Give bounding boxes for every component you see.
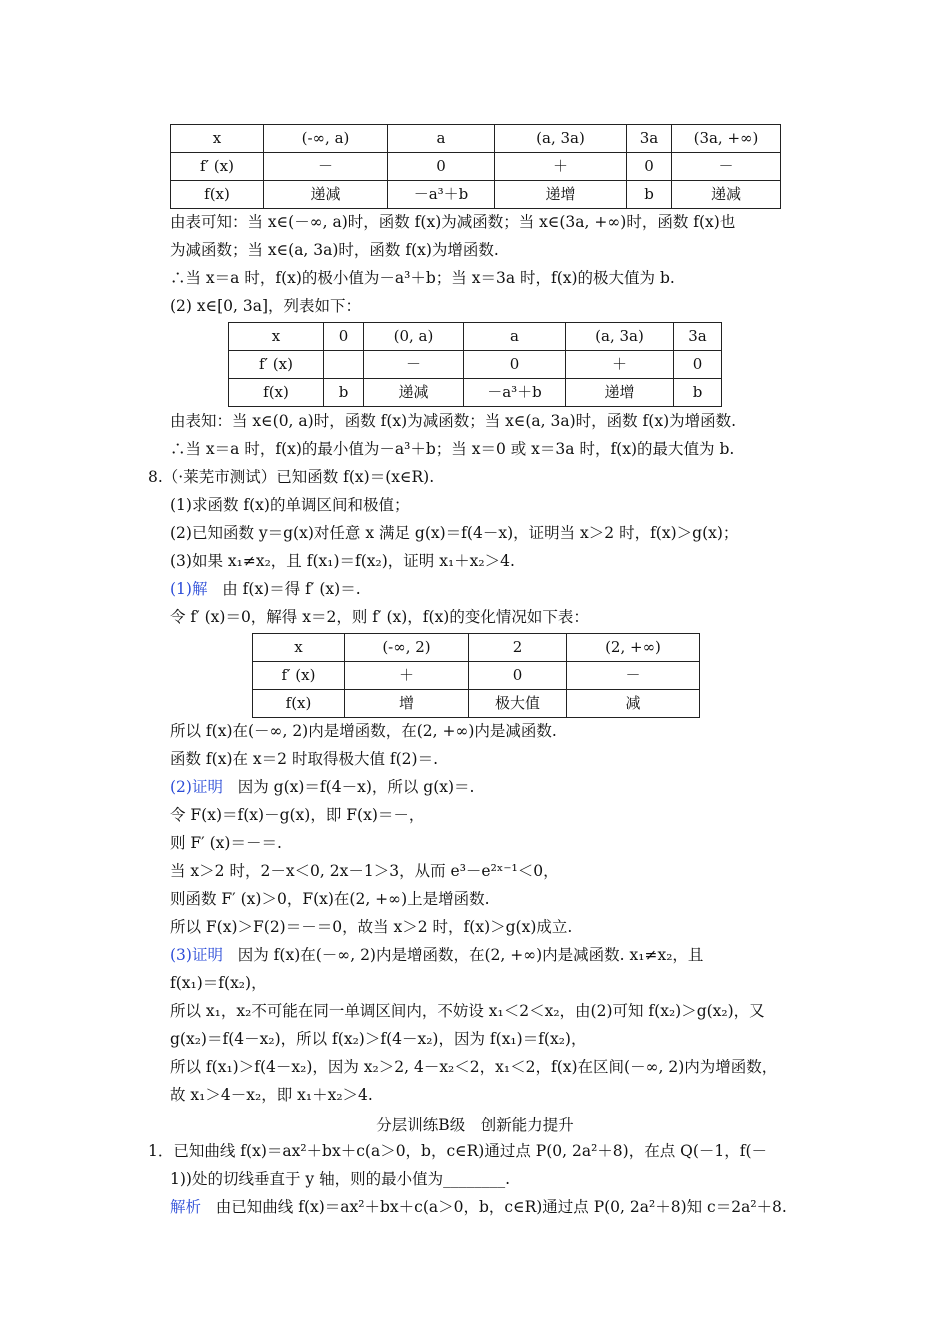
question-part: (2)已知函数 y＝g(x)对任意 x 满足 g(x)＝f(4－x)，证明当 x＞2 时，f(x)＞g(x)； <box>170 524 739 542</box>
table-cell: f′ (x) <box>229 351 324 379</box>
table-row <box>171 125 781 153</box>
table-cell: ＋ <box>495 153 627 181</box>
table-cell: 递减 <box>264 181 388 209</box>
table-variation-3 <box>252 633 700 718</box>
table-cell: (0, a) <box>364 323 464 351</box>
text-line: 所以 f(x)在(－∞, 2)内是增函数，在(2, +∞)内是减函数. <box>170 722 557 740</box>
solution-text: 由 f(x)＝得 f′ (x)＝. <box>222 580 361 598</box>
text-line: 所以 F(x)＞F(2)＝－＝0，故当 x＞2 时，f(x)＞g(x)成立. <box>170 918 573 936</box>
table-cell: (2, +∞) <box>567 634 700 662</box>
table-cell: 3a <box>627 125 672 153</box>
table-cell: x <box>171 125 264 153</box>
table-cell: － <box>264 153 388 181</box>
table-cell: (-∞, 2) <box>345 634 469 662</box>
analysis-text: 由已知曲线 f(x)＝ax²＋bx＋c(a＞0，b，c∈R)通过点 P(0, 2a²＋8)知 c＝2a²＋8. <box>215 1198 787 1216</box>
table-cell: b <box>627 181 672 209</box>
text-line: f(x₁)＝f(x₂)， <box>170 974 267 992</box>
proof-line <box>170 945 703 965</box>
table-cell: (a, 3a) <box>495 125 627 153</box>
question-8-title: 8.（·莱芜市测试）已知函数 f(x)＝(x∈R). <box>148 468 435 486</box>
table-cell: f′ (x) <box>171 153 264 181</box>
table-cell: 递增 <box>566 379 674 407</box>
text-line: g(x₂)＝f(4－x₂)，所以 f(x₂)＞f(4－x₂)，因为 f(x₁)＝f(x₂)， <box>170 1030 587 1048</box>
text-line: 故 x₁＞4－x₂，即 x₁＋x₂＞4. <box>170 1086 373 1104</box>
table-cell: f′ (x) <box>253 662 345 690</box>
table-cell: x <box>229 323 324 351</box>
text-line: 所以 x₁，x₂不可能在同一单调区间内，不妨设 x₁＜2＜x₂，由(2)可知 f(x₂)＞g(x₂)，又 <box>170 1002 765 1020</box>
table-cell: － <box>567 662 700 690</box>
table-variation-1 <box>170 124 781 209</box>
table-cell: 递减 <box>364 379 464 407</box>
text-line: (2) x∈[0, 3a]，列表如下： <box>170 297 362 315</box>
table-cell <box>324 351 364 379</box>
table-cell: 增 <box>345 690 469 718</box>
table-cell: 0 <box>388 153 495 181</box>
table-cell: (-∞, a) <box>264 125 388 153</box>
text-line: 当 x＞2 时，2－x＜0, 2x－1＞3，从而 e³－e²ˣ⁻¹＜0， <box>170 862 559 880</box>
text-line: ∴当 x＝a 时，f(x)的极小值为－a³＋b；当 x＝3a 时，f(x)的极大值为 b. <box>170 269 675 287</box>
proof-text: 因为 f(x)在(－∞, 2)内是增函数，在(2, +∞)内是减函数. x₁≠x₂，且 <box>237 946 704 964</box>
table-cell: 减 <box>567 690 700 718</box>
proof-tag: (3)证明 <box>170 946 223 964</box>
table-cell: －a³＋b <box>464 379 566 407</box>
table-cell: 递减 <box>672 181 781 209</box>
table-cell: ＋ <box>345 662 469 690</box>
analysis-tag: 解析 <box>170 1198 202 1216</box>
table-cell: f(x) <box>171 181 264 209</box>
table-cell: 0 <box>674 351 722 379</box>
table-cell: (a, 3a) <box>566 323 674 351</box>
table-row <box>229 323 722 351</box>
table-cell: f(x) <box>229 379 324 407</box>
table-row <box>229 351 722 379</box>
proof-line <box>170 777 474 797</box>
question-part: (3)如果 x₁≠x₂，且 f(x₁)＝f(x₂)，证明 x₁＋x₂＞4. <box>170 552 515 570</box>
table-row <box>171 153 781 181</box>
text-line: 令 f′ (x)＝0，解得 x＝2，则 f′ (x)，f(x)的变化情况如下表： <box>170 608 589 626</box>
table-cell: a <box>388 125 495 153</box>
table-cell: b <box>674 379 722 407</box>
question-part: (1)求函数 f(x)的单调区间和极值； <box>170 496 410 514</box>
table-cell: 递增 <box>495 181 627 209</box>
table-row <box>253 634 700 662</box>
solution-line <box>170 579 361 599</box>
table-cell: 3a <box>674 323 722 351</box>
section-title: 分层训练B级 创新能力提升 <box>376 1116 574 1134</box>
text-line: 则 F′ (x)＝－＝. <box>170 834 282 852</box>
table-cell: a <box>464 323 566 351</box>
table-row <box>253 690 700 718</box>
table-cell: 0 <box>464 351 566 379</box>
table-cell: －a³＋b <box>388 181 495 209</box>
text-line: 所以 f(x₁)＞f(4－x₂)，因为 x₂＞2, 4－x₂＜2，x₁＜2，f(x)在区间(－∞, 2)内为增函数， <box>170 1058 778 1076</box>
table-row <box>171 181 781 209</box>
table-cell: － <box>672 153 781 181</box>
table-cell: 2 <box>469 634 567 662</box>
table-cell: 0 <box>627 153 672 181</box>
table-variation-2 <box>228 322 722 407</box>
question-1-line: 1．已知曲线 f(x)＝ax²＋bx＋c(a＞0，b，c∈R)通过点 P(0, 2a²＋8)，在点 Q(－1，f(－ <box>148 1142 768 1160</box>
text-line: ∴当 x＝a 时，f(x)的最小值为－a³＋b；当 x＝0 或 x＝3a 时，f(x)的最大值为 b. <box>170 440 735 458</box>
table-cell: － <box>364 351 464 379</box>
analysis-line <box>170 1197 787 1217</box>
question-1-line: 1))处的切线垂直于 y 轴，则的最小值为________. <box>170 1170 510 1188</box>
proof-tag: (2)证明 <box>170 778 223 796</box>
solution-tag: (1)解 <box>170 580 208 598</box>
text-line: 由表知：当 x∈(0, a)时，函数 f(x)为减函数；当 x∈(a, 3a)时，函数 f(x)为增函数. <box>170 412 737 430</box>
table-cell: ＋ <box>566 351 674 379</box>
text-line: 则函数 F′ (x)＞0，F(x)在(2, +∞)上是增函数. <box>170 890 490 908</box>
table-row <box>229 379 722 407</box>
table-cell: 0 <box>469 662 567 690</box>
table-cell: (3a, +∞) <box>672 125 781 153</box>
text-line: 函数 f(x)在 x＝2 时取得极大值 f(2)＝. <box>170 750 439 768</box>
table-cell: 0 <box>324 323 364 351</box>
text-line: 由表可知：当 x∈(－∞, a)时，函数 f(x)为减函数；当 x∈(3a, +∞)时，函数 f(x)也 <box>170 213 736 231</box>
proof-text: 因为 g(x)＝f(4－x)，所以 g(x)＝. <box>237 778 475 796</box>
table-cell: x <box>253 634 345 662</box>
table-cell: b <box>324 379 364 407</box>
text-line: 令 F(x)＝f(x)－g(x)，即 F(x)＝－， <box>170 806 425 824</box>
table-row <box>253 662 700 690</box>
table-cell: f(x) <box>253 690 345 718</box>
table-cell: 极大值 <box>469 690 567 718</box>
text-line: 为减函数；当 x∈(a, 3a)时，函数 f(x)为增函数. <box>170 241 499 259</box>
